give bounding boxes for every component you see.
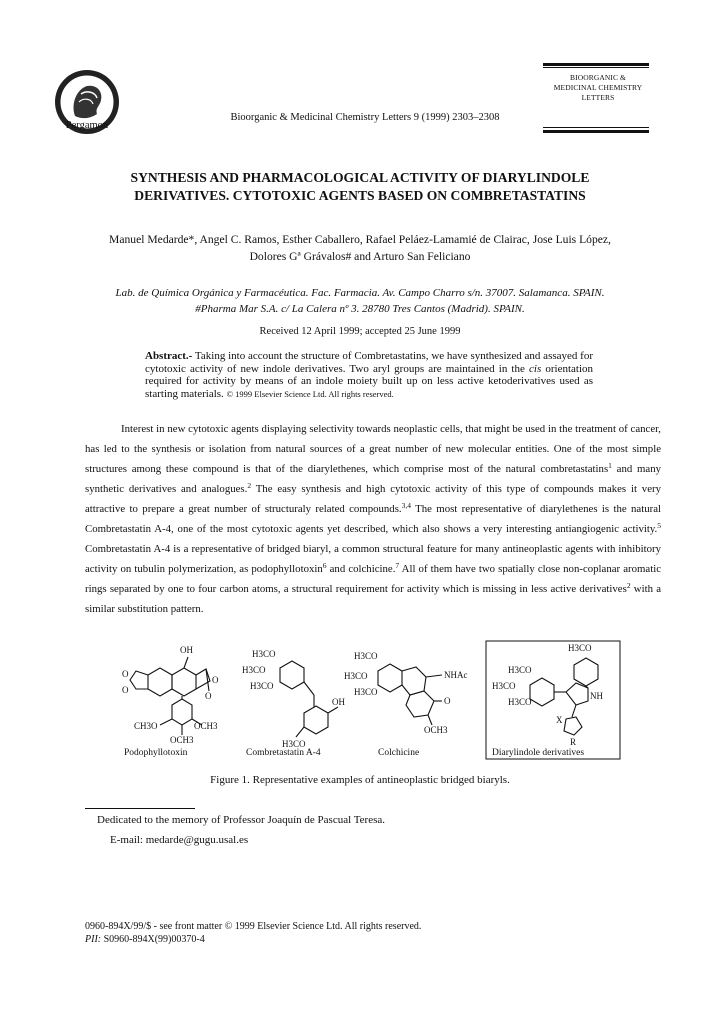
compound-name: Combretastatin A-4 xyxy=(246,748,321,758)
atom-label: OCH3 xyxy=(424,725,448,735)
journal-line: MEDICINAL CHEMISTRY xyxy=(553,83,643,92)
reference-marker: 7 xyxy=(395,561,400,570)
atom-label: H3CO xyxy=(250,681,274,691)
atom-label: CH3O xyxy=(134,721,158,731)
atom-label: OH xyxy=(180,645,193,655)
issn-line: 0960-894X/99/$ - see front matter © 1999 Elsevier Science Ltd. All rights reserved. xyxy=(85,921,422,932)
abstract-copyright: © 1999 Elsevier Science Ltd. All rights reserved. xyxy=(226,388,394,399)
reference-marker: 2 xyxy=(626,581,631,590)
text-run: and colchicine. xyxy=(326,563,396,575)
atom-label: H3CO xyxy=(242,665,266,675)
atom-label: H3CO xyxy=(354,687,378,697)
compound-name: Podophyllotoxin xyxy=(124,748,188,758)
author-line: Dolores Gª Grávalos# and Arturo San Feliciano xyxy=(249,250,471,263)
header-rule xyxy=(543,130,649,133)
title-line: SYNTHESIS AND PHARMACOLOGICAL ACTIVITY OF DIARYLINDOLE xyxy=(130,170,590,185)
affiliation-line: #Pharma Mar S.A. c/ La Calera nº 3. 28780 Tres Cantos (Madrid). SPAIN. xyxy=(195,303,525,315)
journal-name xyxy=(543,73,653,103)
compound-name: Colchicine xyxy=(378,748,420,758)
atom-label: H3CO xyxy=(282,739,306,749)
text-run: All of them have two spatially close non-coplanar aromatic rings separated by one to four carbon atoms, a structural requirement for activity which is missing in less active derivatives xyxy=(85,563,661,595)
atom-label: OH xyxy=(332,697,345,707)
pii-line xyxy=(85,934,205,945)
reference-marker: 5 xyxy=(657,521,661,530)
publisher-name: Pergamon xyxy=(65,120,109,131)
atom-label: H3CO xyxy=(344,671,368,681)
body-text xyxy=(85,419,661,619)
abstract-text: Taking into account the structure of Combretastatins, we have synthesized and assayed for cytotoxic activity of new indole derivatives. Two aryl groups are maintained in the xyxy=(145,350,593,375)
pii-value: S0960-894X(99)00370-4 xyxy=(101,934,205,945)
header-rule xyxy=(543,127,649,128)
paragraph xyxy=(85,419,661,619)
atom-label: H3CO xyxy=(354,651,378,661)
atom-label: NH xyxy=(590,691,603,701)
abstract-cis: cis xyxy=(529,362,542,375)
abstract xyxy=(145,350,593,400)
figure-1-structures xyxy=(110,633,630,767)
reference-marker: 3,4 xyxy=(401,501,411,510)
journal-citation: Bioorganic & Medicinal Chemistry Letters 9 (1999) 2303–2308 xyxy=(230,112,500,123)
compound-name: Diarylindole derivatives xyxy=(492,748,585,758)
atom-label: R xyxy=(570,737,577,747)
figure-caption: Figure 1. Representative examples of antineoplastic bridged biaryls. xyxy=(210,774,510,786)
contact-email[interactable]: E-mail: medarde@gugu.usal.es xyxy=(110,834,249,846)
header-rule xyxy=(543,63,649,66)
title-line: DERIVATIVES. CYTOTOXIC AGENTS BASED ON COMBRETASTATINS xyxy=(134,188,586,203)
text-run: The easy synthesis and high cytotoxic activity of this type of compounds makes it very attractive to prepare a great number of structuraly related compounds. xyxy=(85,483,661,515)
atom-label: X xyxy=(556,715,563,725)
affiliations xyxy=(60,285,660,317)
atom-label: H3CO xyxy=(492,681,516,691)
author-line: Manuel Medarde*, Angel C. Ramos, Esther Caballero, Rafael Peláez-Lamamié de Clairac, Jose Luis López, xyxy=(109,233,611,246)
article-title xyxy=(60,169,660,205)
reference-marker: 6 xyxy=(322,561,327,570)
author-list xyxy=(60,231,660,265)
journal-line: BIOORGANIC & xyxy=(570,73,626,82)
atom-label: O xyxy=(205,691,212,701)
colchicine-structure xyxy=(378,664,442,725)
dedication: Dedicated to the memory of Professor Joaquín de Pascual Teresa. xyxy=(97,814,385,826)
atom-label: O xyxy=(122,669,129,679)
header-rule xyxy=(543,67,649,68)
abstract-text: orientation required for activity by means of an indole moiety built up on less active ketoderivatives used as starting materials. xyxy=(145,362,594,400)
atom-label: H3CO xyxy=(508,665,532,675)
pii-label: PII: xyxy=(85,934,102,945)
abstract-label: Abstract.- xyxy=(145,350,193,362)
atom-label: O xyxy=(444,696,451,706)
atom-label: OCH3 xyxy=(194,721,218,731)
footnote-rule xyxy=(85,808,195,809)
reference-marker: 2 xyxy=(247,481,252,490)
text-run: with a similar substitution pattern. xyxy=(85,583,661,615)
received-dates: Received 12 April 1999; accepted 25 June 1999 xyxy=(259,326,461,337)
journal-line: LETTERS xyxy=(581,93,615,102)
text-run: Interest in new cytotoxic agents displaying selectivity towards neoplastic cells, that might be used in the treatment of cancer, has led to the synthesis or isolation from natural sources of a great number of new molecular entities. One of the most simple structures among these compound is that of the diarylethenes, which comprise most of the natural combretastatins xyxy=(85,423,661,475)
combretastatin-structure xyxy=(280,661,338,737)
atom-label: O xyxy=(212,675,219,685)
atom-label: O xyxy=(122,685,129,695)
atom-label: NHAc xyxy=(444,670,468,680)
atom-label: H3CO xyxy=(568,643,592,653)
atom-label: H3CO xyxy=(508,697,532,707)
atom-label: H3CO xyxy=(252,649,276,659)
text-run: and many synthetic derivatives and analogues. xyxy=(85,463,661,495)
affiliation-line: Lab. de Química Orgánica y Farmacéutica. Fac. Farmacia. Av. Campo Charro s/n. 37007. Salamanca. SPAIN. xyxy=(115,287,605,299)
atom-label: OCH3 xyxy=(170,735,194,745)
reference-marker: 1 xyxy=(608,461,612,470)
text-run: Combretastatin A-4 is a representative of bridged biaryl, a common structural feature for many antineoplastic agents with inhibitory activity on tubulin polymerization, as podophyllotoxin xyxy=(85,543,661,575)
text-run: The most representative of diarylethenes is the natural Combretastatin A-4, one of the most cytotoxic agents yet described, which also shows a very interesting antiangiogenic activity. xyxy=(85,503,661,535)
